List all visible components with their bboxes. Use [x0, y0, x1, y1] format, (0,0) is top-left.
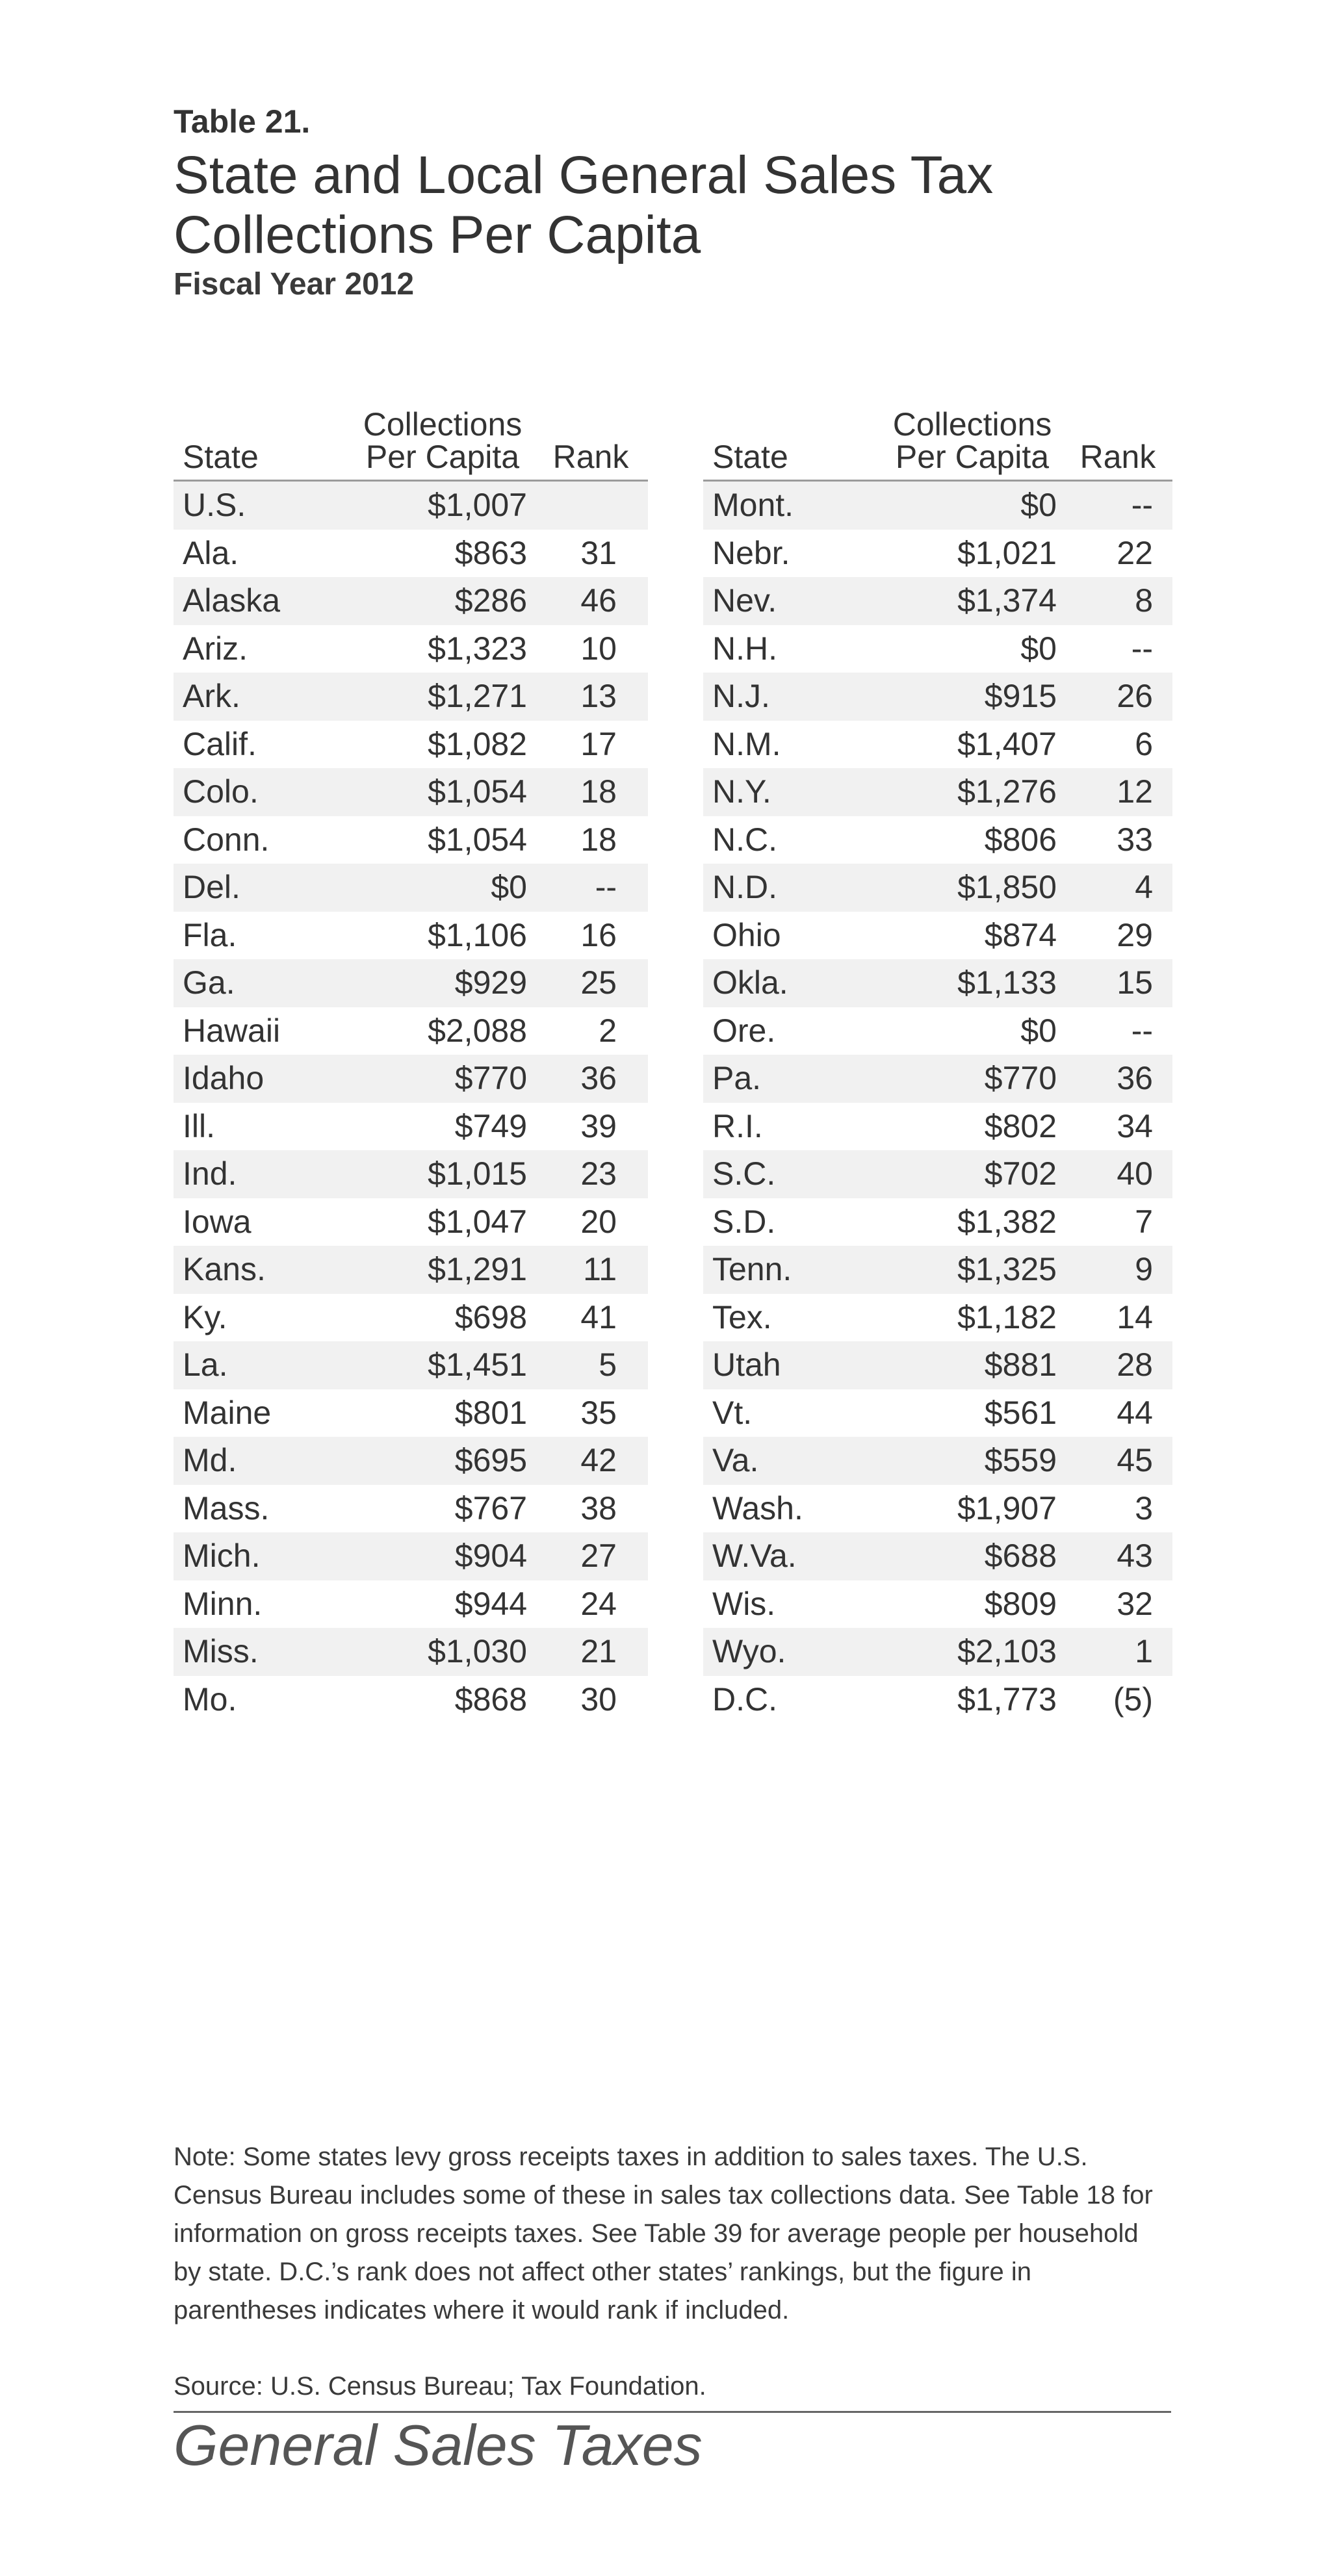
table-row: [703, 1150, 1172, 1198]
table-row: [703, 1580, 1172, 1629]
table-row: [703, 1198, 1172, 1246]
cell-state: Iowa: [174, 1198, 352, 1246]
cell-collections: $770: [881, 1055, 1063, 1103]
header-collections-line-1: Collections: [892, 406, 1052, 443]
cell-collections: $695: [352, 1437, 534, 1485]
table-header-row: [703, 403, 1172, 481]
cell-state: Wis.: [703, 1580, 881, 1629]
cell-rank: 38: [534, 1485, 648, 1533]
table-row: [174, 864, 648, 912]
cell-rank: [534, 481, 648, 530]
cell-state: W.Va.: [703, 1532, 881, 1580]
table-row: [174, 1485, 648, 1533]
cell-state: Mich.: [174, 1532, 352, 1580]
cell-collections: $863: [352, 530, 534, 578]
cell-collections: $1,773: [881, 1676, 1063, 1724]
cell-state: N.H.: [703, 625, 881, 673]
cell-collections: $1,325: [881, 1246, 1063, 1294]
cell-state: N.D.: [703, 864, 881, 912]
cell-rank: 17: [534, 721, 648, 769]
table-row: [174, 1294, 648, 1342]
cell-state: Md.: [174, 1437, 352, 1485]
cell-collections: $0: [881, 481, 1063, 530]
cell-collections: $1,133: [881, 959, 1063, 1007]
cell-collections: $1,374: [881, 577, 1063, 625]
table-row: [174, 1676, 648, 1724]
title-line-2: Collections Per Capita: [174, 205, 701, 264]
cell-collections: $749: [352, 1103, 534, 1151]
table-row: [174, 1007, 648, 1055]
table-row: [174, 481, 648, 530]
cell-rank: 1: [1063, 1628, 1172, 1676]
table-row: [174, 1389, 648, 1437]
right-table-body: [703, 481, 1172, 1724]
right-table-section: [703, 403, 1172, 1723]
cell-collections: $0: [881, 1007, 1063, 1055]
table-row: [703, 1341, 1172, 1389]
cell-collections: $944: [352, 1580, 534, 1629]
cell-state: Tex.: [703, 1294, 881, 1342]
cell-collections: $915: [881, 673, 1063, 721]
cell-state: Del.: [174, 864, 352, 912]
table-row: [174, 1437, 648, 1485]
header-state: State: [703, 403, 881, 481]
cell-rank: 36: [1063, 1055, 1172, 1103]
cell-state: Miss.: [174, 1628, 352, 1676]
table-note: Note: Some states levy gross receipts taxes in addition to sales taxes. The U.S. Census Bureau includes some of these in sales tax collections data. See Table 18 for information on gross receipts taxes. See Table 39 for average people per household by state. D.C.’s rank does not affect other states’ rankings, but the figure in parentheses indicates where it would rank if included.: [174, 2143, 1153, 2325]
cell-state: Alaska: [174, 577, 352, 625]
cell-rank: 42: [534, 1437, 648, 1485]
table-row: [174, 1150, 648, 1198]
left-table-body: [174, 481, 648, 1724]
table-row: [174, 1103, 648, 1151]
cell-collections: $1,047: [352, 1198, 534, 1246]
cell-state: S.C.: [703, 1150, 881, 1198]
cell-state: Maine: [174, 1389, 352, 1437]
cell-state: Hawaii: [174, 1007, 352, 1055]
cell-rank: 14: [1063, 1294, 1172, 1342]
source-line: Source: U.S. Census Bureau; Tax Foundation.: [174, 2372, 706, 2401]
cell-state: Calif.: [174, 721, 352, 769]
cell-rank: 36: [534, 1055, 648, 1103]
cell-rank: 28: [1063, 1341, 1172, 1389]
cell-rank: --: [1063, 481, 1172, 530]
table-row: [703, 1055, 1172, 1103]
cell-collections: $1,907: [881, 1485, 1063, 1533]
cell-rank: 40: [1063, 1150, 1172, 1198]
cell-collections: $881: [881, 1341, 1063, 1389]
cell-rank: 34: [1063, 1103, 1172, 1151]
cell-rank: 26: [1063, 673, 1172, 721]
right-data-table: [703, 403, 1172, 1723]
cell-collections: $802: [881, 1103, 1063, 1151]
cell-rank: 2: [534, 1007, 648, 1055]
cell-collections: $1,015: [352, 1150, 534, 1198]
cell-collections: $1,030: [352, 1628, 534, 1676]
table-header-row: [174, 403, 648, 481]
cell-state: Ind.: [174, 1150, 352, 1198]
cell-state: Ala.: [174, 530, 352, 578]
header-rank: Rank: [1063, 403, 1172, 481]
section-footer: General Sales Taxes: [174, 2413, 703, 2477]
table-row: [174, 673, 648, 721]
cell-collections: $286: [352, 577, 534, 625]
cell-rank: --: [534, 864, 648, 912]
cell-collections: $1,054: [352, 768, 534, 816]
cell-state: Ore.: [703, 1007, 881, 1055]
cell-state: N.J.: [703, 673, 881, 721]
cell-collections: $1,407: [881, 721, 1063, 769]
cell-state: D.C.: [703, 1676, 881, 1724]
cell-rank: 5: [534, 1341, 648, 1389]
cell-rank: 29: [1063, 912, 1172, 960]
cell-rank: 43: [1063, 1532, 1172, 1580]
cell-state: Conn.: [174, 816, 352, 864]
header-collections-line-1: Collections: [363, 406, 523, 443]
table-number: Table 21.: [174, 103, 311, 140]
table-row: [703, 768, 1172, 816]
cell-state: Pa.: [703, 1055, 881, 1103]
table-row: [174, 625, 648, 673]
cell-collections: $0: [881, 625, 1063, 673]
cell-state: R.I.: [703, 1103, 881, 1151]
cell-collections: $809: [881, 1580, 1063, 1629]
cell-collections: $1,021: [881, 530, 1063, 578]
cell-state: N.M.: [703, 721, 881, 769]
cell-rank: 15: [1063, 959, 1172, 1007]
table-row: [703, 1676, 1172, 1724]
cell-collections: $1,054: [352, 816, 534, 864]
cell-collections: $868: [352, 1676, 534, 1724]
cell-rank: (5): [1063, 1676, 1172, 1724]
cell-collections: $1,007: [352, 481, 534, 530]
cell-state: S.D.: [703, 1198, 881, 1246]
page-title: [174, 146, 1148, 265]
cell-collections: $2,103: [881, 1628, 1063, 1676]
cell-state: N.C.: [703, 816, 881, 864]
title-line-1: State and Local General Sales Tax: [174, 146, 994, 205]
cell-rank: 22: [1063, 530, 1172, 578]
table-row: [703, 864, 1172, 912]
table-row: [703, 481, 1172, 530]
cell-rank: 12: [1063, 768, 1172, 816]
cell-rank: 7: [1063, 1198, 1172, 1246]
table-row: [174, 530, 648, 578]
cell-collections: $1,382: [881, 1198, 1063, 1246]
cell-state: Mass.: [174, 1485, 352, 1533]
header-collections-line-2: Per Capita: [365, 439, 520, 475]
cell-rank: 46: [534, 577, 648, 625]
cell-rank: 9: [1063, 1246, 1172, 1294]
left-table-section: [174, 403, 648, 1723]
cell-collections: $561: [881, 1389, 1063, 1437]
cell-collections: $1,271: [352, 673, 534, 721]
cell-rank: --: [1063, 1007, 1172, 1055]
table-row: [174, 1246, 648, 1294]
cell-state: Vt.: [703, 1389, 881, 1437]
table-row: [174, 1198, 648, 1246]
cell-state: Nebr.: [703, 530, 881, 578]
cell-state: Va.: [703, 1437, 881, 1485]
cell-collections: $1,451: [352, 1341, 534, 1389]
table-row: [703, 1485, 1172, 1533]
cell-rank: 3: [1063, 1485, 1172, 1533]
cell-collections: $1,291: [352, 1246, 534, 1294]
cell-state: N.Y.: [703, 768, 881, 816]
cell-state: Wyo.: [703, 1628, 881, 1676]
cell-rank: 35: [534, 1389, 648, 1437]
table-row: [703, 1389, 1172, 1437]
cell-rank: 18: [534, 768, 648, 816]
cell-collections: $1,850: [881, 864, 1063, 912]
cell-collections: $688: [881, 1532, 1063, 1580]
cell-state: Fla.: [174, 912, 352, 960]
header-rank: Rank: [534, 403, 648, 481]
cell-rank: 39: [534, 1103, 648, 1151]
cell-collections: $1,182: [881, 1294, 1063, 1342]
cell-rank: 10: [534, 625, 648, 673]
table-row: [174, 577, 648, 625]
table-row: [703, 912, 1172, 960]
cell-collections: $874: [881, 912, 1063, 960]
cell-state: Colo.: [174, 768, 352, 816]
cell-collections: $0: [352, 864, 534, 912]
cell-state: Minn.: [174, 1580, 352, 1629]
cell-state: Mont.: [703, 481, 881, 530]
cell-rank: 45: [1063, 1437, 1172, 1485]
table-row: [703, 1007, 1172, 1055]
cell-state: Tenn.: [703, 1246, 881, 1294]
cell-rank: 30: [534, 1676, 648, 1724]
table-row: [174, 768, 648, 816]
table-row: [703, 816, 1172, 864]
cell-state: Utah: [703, 1341, 881, 1389]
cell-state: Mo.: [174, 1676, 352, 1724]
cell-state: Ohio: [703, 912, 881, 960]
cell-state: Kans.: [174, 1246, 352, 1294]
table-row: [703, 577, 1172, 625]
cell-rank: 18: [534, 816, 648, 864]
table-row: [174, 1628, 648, 1676]
cell-rank: 4: [1063, 864, 1172, 912]
cell-collections: $698: [352, 1294, 534, 1342]
cell-state: U.S.: [174, 481, 352, 530]
cell-rank: 41: [534, 1294, 648, 1342]
table-row: [174, 959, 648, 1007]
cell-rank: 25: [534, 959, 648, 1007]
table-row: [703, 959, 1172, 1007]
subtitle: Fiscal Year 2012: [174, 267, 415, 302]
cell-rank: 21: [534, 1628, 648, 1676]
cell-rank: --: [1063, 625, 1172, 673]
cell-collections: $1,276: [881, 768, 1063, 816]
table-row: [703, 721, 1172, 769]
cell-state: Ky.: [174, 1294, 352, 1342]
cell-state: La.: [174, 1341, 352, 1389]
table-row: [703, 1294, 1172, 1342]
header-collections: [352, 403, 534, 481]
cell-rank: 32: [1063, 1580, 1172, 1629]
cell-state: Wash.: [703, 1485, 881, 1533]
table-row: [703, 1532, 1172, 1580]
cell-collections: $1,323: [352, 625, 534, 673]
cell-collections: $801: [352, 1389, 534, 1437]
table-row: [174, 1341, 648, 1389]
cell-rank: 31: [534, 530, 648, 578]
cell-collections: $1,082: [352, 721, 534, 769]
table-row: [174, 1055, 648, 1103]
table-row: [703, 673, 1172, 721]
cell-collections: $904: [352, 1532, 534, 1580]
table-row: [174, 912, 648, 960]
cell-rank: 44: [1063, 1389, 1172, 1437]
cell-collections: $2,088: [352, 1007, 534, 1055]
cell-rank: 24: [534, 1580, 648, 1629]
cell-rank: 13: [534, 673, 648, 721]
table-row: [703, 1103, 1172, 1151]
cell-rank: 16: [534, 912, 648, 960]
cell-collections: $702: [881, 1150, 1063, 1198]
cell-collections: $767: [352, 1485, 534, 1533]
cell-state: Ariz.: [174, 625, 352, 673]
left-data-table: [174, 403, 648, 1723]
cell-collections: $1,106: [352, 912, 534, 960]
cell-rank: 6: [1063, 721, 1172, 769]
table-row: [174, 721, 648, 769]
cell-rank: 33: [1063, 816, 1172, 864]
table-row: [703, 1628, 1172, 1676]
header-state: State: [174, 403, 352, 481]
table-row: [703, 1246, 1172, 1294]
cell-collections: $806: [881, 816, 1063, 864]
cell-rank: 23: [534, 1150, 648, 1198]
cell-state: Idaho: [174, 1055, 352, 1103]
cell-state: Ark.: [174, 673, 352, 721]
cell-state: Ga.: [174, 959, 352, 1007]
cell-rank: 20: [534, 1198, 648, 1246]
cell-collections: $770: [352, 1055, 534, 1103]
cell-state: Okla.: [703, 959, 881, 1007]
cell-rank: 11: [534, 1246, 648, 1294]
cell-state: Ill.: [174, 1103, 352, 1151]
table-row: [703, 625, 1172, 673]
table-row: [174, 1532, 648, 1580]
table-row: [174, 1580, 648, 1629]
cell-collections: $559: [881, 1437, 1063, 1485]
cell-rank: 8: [1063, 577, 1172, 625]
header-collections: [881, 403, 1063, 481]
table-row: [703, 530, 1172, 578]
cell-state: Nev.: [703, 577, 881, 625]
header-collections-line-2: Per Capita: [895, 439, 1050, 475]
table-row: [174, 816, 648, 864]
cell-collections: $929: [352, 959, 534, 1007]
table-row: [703, 1437, 1172, 1485]
cell-rank: 27: [534, 1532, 648, 1580]
